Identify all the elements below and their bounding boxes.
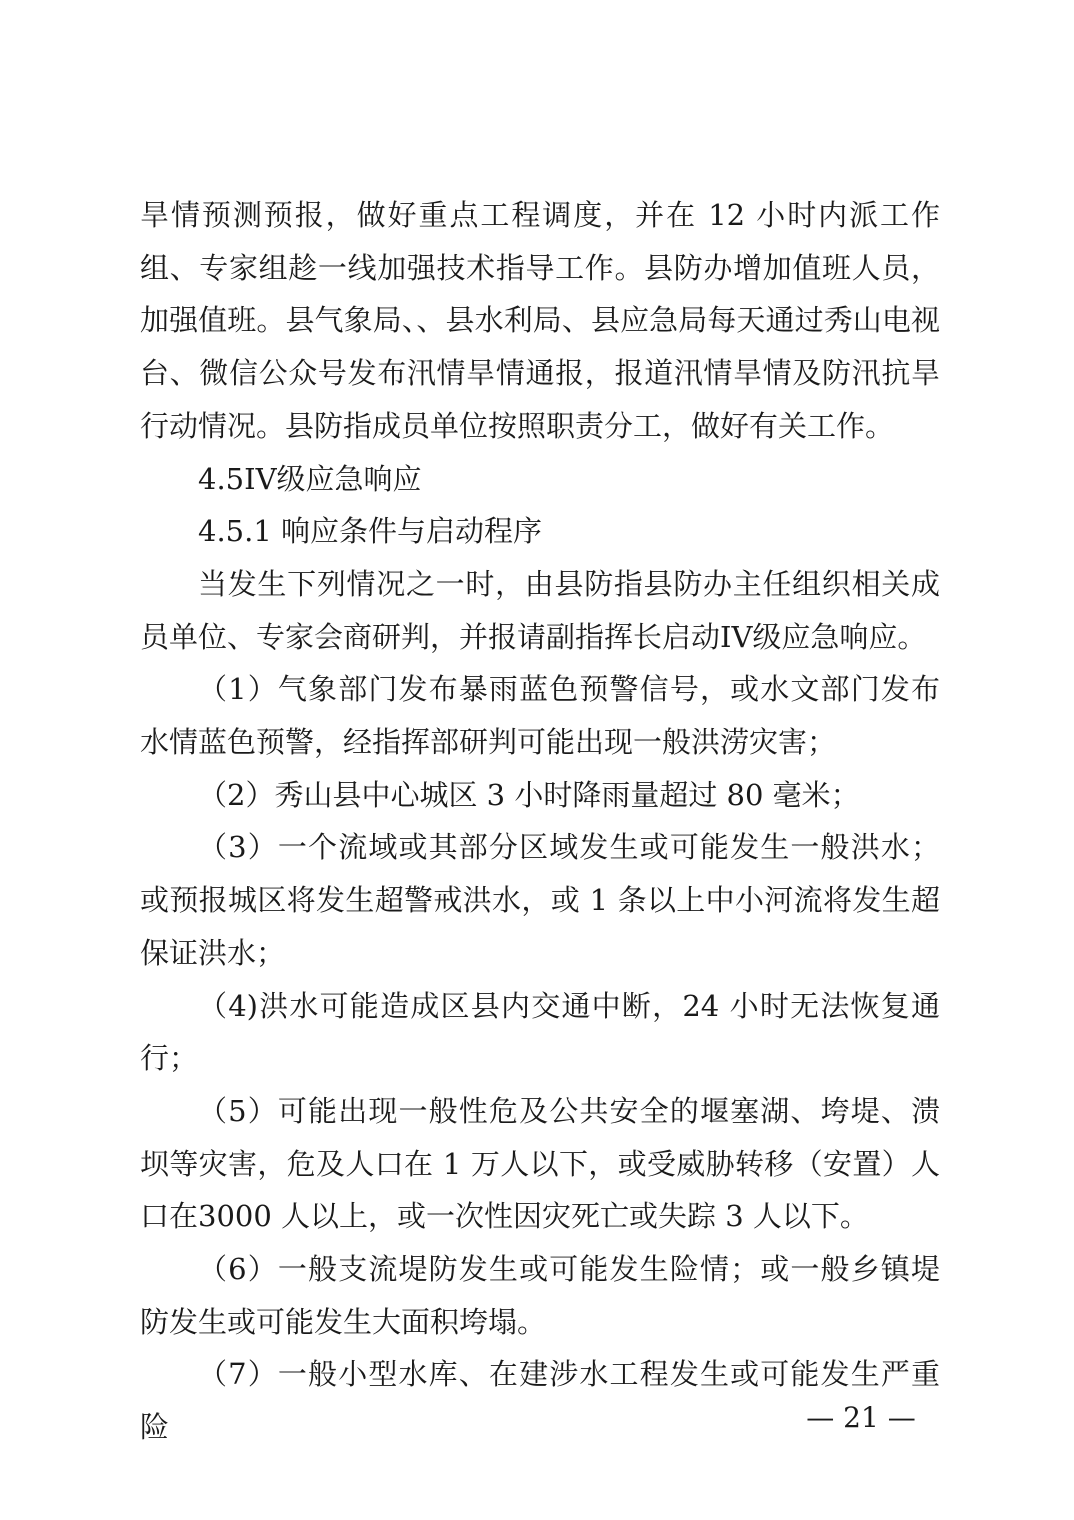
- list-item-5: （5）可能出现一般性危及公共安全的堰塞湖、垮堤、溃坝等灾害，危及人口在 1 万人以下，或受威胁转移（安置）人口在3000 人以上，或一次性因灾死亡或失踪 3 人以下。: [140, 1093, 940, 1234]
- list-item-6: （6）一般支流堤防发生或可能发生险情；或一般乡镇堤防发生或可能发生大面积垮塌。: [140, 1252, 940, 1339]
- list-item-7: （7）一般小型水库、在建涉水工程发生或可能发生严重险: [140, 1357, 940, 1445]
- page-number: — 21 —: [806, 1401, 916, 1434]
- list-item-4: （4)洪水可能造成区县内交通中断，24 小时无法恢复通行；: [140, 988, 940, 1076]
- subsection-heading-4-5-1: 4.5.1 响应条件与启动程序: [198, 514, 543, 549]
- paragraph-continuation: 旱情预测预报，做好重点工程调度，并在 12 小时内派工作组、专家组趁一线加强技术指导工作。县防办增加值班人员，加强值班。县气象局、、县水利局、县应急局每天通过秀山电视台、微信公众号发布汛情旱情通报，报道汛情旱情及防汛抗旱行动情况。县防指成员单位按照职责分工，做好有关工作。: [140, 198, 940, 443]
- list-item-1: （1）气象部门发布暴雨蓝色预警信号，或水文部门发布水情蓝色预警，经指挥部研判可能出现一般洪涝灾害；: [140, 672, 940, 760]
- list-item-3: （3）一个流域或其部分区域发生或可能发生一般洪水；或预报城区将发生超警戒洪水，或 1 条以上中小河流将发生超保证洪水；: [140, 830, 940, 970]
- paragraph-conditions-intro: 当发生下列情况之一时，由县防指县防办主任组织相关成员单位、专家会商研判，并报请副指挥长启动IV级应急响应。: [140, 566, 940, 654]
- list-item-2: （2）秀山县中心城区 3 小时降雨量超过 80 毫米；: [198, 777, 860, 812]
- section-heading-4-5: 4.5IV级应急响应: [198, 461, 422, 496]
- body-text: [140, 189, 940, 1454]
